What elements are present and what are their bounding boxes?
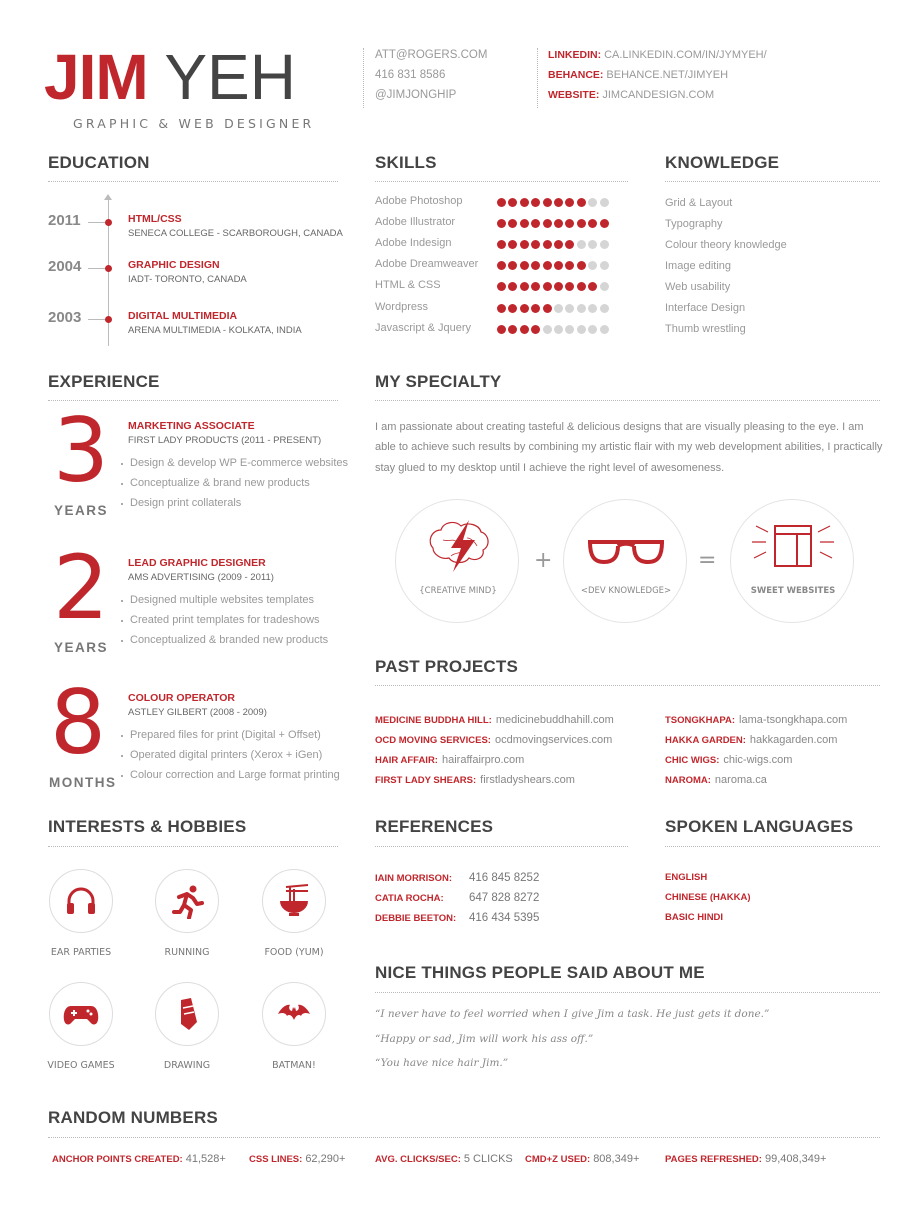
skill-dot-filled	[554, 198, 563, 207]
job-bullet: Designed multiple websites templates	[130, 594, 315, 606]
skill-dot-filled	[508, 219, 517, 228]
skill-dot-empty	[565, 325, 574, 334]
timeline-connector	[88, 222, 106, 223]
link-item[interactable]	[548, 89, 767, 109]
knowledge-item: Interface Design	[665, 302, 746, 314]
project-item[interactable]	[375, 728, 612, 747]
experience-duration-unit: MONTHS	[49, 775, 117, 790]
first-name: JIM	[44, 41, 148, 113]
job-title: LEAD GRAPHIC DESIGNER	[128, 557, 266, 569]
hobby-circle	[49, 982, 113, 1046]
divider	[48, 1137, 880, 1138]
project-url: hairaffairpro.com	[441, 754, 525, 766]
skill-dot-filled	[508, 282, 517, 291]
knowledge-item: Web usability	[665, 281, 731, 293]
skill-dot-filled	[554, 261, 563, 270]
skill-dot-filled	[531, 282, 540, 291]
job-bullet: Operated digital printers (Xerox + iGen)	[130, 749, 323, 761]
skill-dot-empty	[554, 325, 563, 334]
language-item: BASIC HINDI	[665, 912, 724, 923]
project-name: HAKKA GARDEN:	[665, 735, 746, 746]
skill-dot-filled	[531, 261, 540, 270]
job-bullet: Prepared files for print (Digital + Offset)	[130, 729, 321, 741]
skill-dot-filled	[565, 198, 574, 207]
project-name: MEDICINE BUDDHA HILL:	[375, 715, 492, 726]
divider	[665, 846, 880, 847]
skill-dot-filled	[520, 198, 529, 207]
divider	[375, 181, 628, 182]
skill-dot-empty	[588, 198, 597, 207]
skill-dot-filled	[565, 240, 574, 249]
skill-dot-filled	[543, 219, 552, 228]
heading-knowledge: KNOWLEDGE	[665, 153, 780, 172]
skill-dot-filled	[520, 304, 529, 313]
random-number-item	[249, 1147, 345, 1166]
sweet-websites-circle	[730, 499, 854, 623]
project-url: ocdmovingservices.com	[494, 734, 613, 746]
skill-name: Adobe Indesign	[375, 237, 452, 250]
divider	[375, 992, 880, 993]
skill-dot-filled	[520, 219, 529, 228]
project-name: TSONGKHAPA:	[665, 715, 736, 726]
project-url: medicinebuddhahill.com	[495, 714, 614, 726]
name-logo	[44, 40, 296, 114]
heading-projects: PAST PROJECTS	[375, 657, 519, 676]
job-company: AMS ADVERTISING (2009 - 2011)	[128, 572, 274, 583]
skill-dot-filled	[565, 261, 574, 270]
divider	[375, 685, 880, 686]
timeline-dot	[105, 316, 112, 323]
pencil-icon	[169, 996, 205, 1032]
skill-name: HTML & CSS	[375, 279, 441, 292]
job-company: ASTLEY GILBERT (2008 - 2009)	[128, 707, 267, 718]
skill-dot-filled	[543, 198, 552, 207]
project-url: chic-wigs.com	[723, 754, 793, 766]
education-year: 2011	[48, 212, 81, 229]
equals-sign: =	[698, 548, 717, 573]
skill-dot-filled	[508, 261, 517, 270]
specialty-text: I am passionate about creating tasteful & delicious designs that are visually pleasing to the eye. I am able to achieve such results by combining my artistic flair with my web development abilities, I practically stay glued to my desktop until I achieve the right level of awesomeness.	[375, 421, 883, 474]
project-name: NAROMA:	[665, 775, 711, 786]
timeline-connector	[88, 268, 106, 269]
creative-mind-circle	[395, 499, 519, 623]
hobby-label: VIDEO GAMES	[47, 1060, 115, 1071]
skill-dot-filled	[531, 240, 540, 249]
running-icon	[169, 883, 205, 919]
timeline-dot	[105, 219, 112, 226]
random-number-item	[375, 1147, 513, 1166]
skill-dot-empty	[600, 261, 609, 270]
bullet-icon	[121, 620, 123, 622]
project-item[interactable]	[665, 768, 767, 787]
skill-dot-filled	[531, 219, 540, 228]
number-label: AVG. CLICKS/SEC:	[375, 1154, 461, 1165]
timeline-connector	[88, 319, 106, 320]
hobby-label: FOOD (YUM)	[264, 947, 324, 958]
heading-specialty: MY SPECIALTY	[375, 372, 502, 391]
timeline-dot	[105, 265, 112, 272]
skill-dot-empty	[588, 325, 597, 334]
project-url: lama-tsongkhapa.com	[739, 714, 848, 726]
education-school: SENECA COLLEGE - SCARBOROUGH, CANADA	[128, 228, 343, 239]
skill-name: Adobe Dreamweaver	[375, 258, 479, 271]
link-item[interactable]	[548, 49, 767, 69]
divider	[537, 48, 538, 108]
hobby-circle	[262, 869, 326, 933]
skill-dot-filled	[543, 240, 552, 249]
reference-name: CATIA ROCHA:	[375, 893, 444, 904]
bullet-icon	[121, 503, 123, 505]
skill-dot-empty	[543, 325, 552, 334]
bullet-icon	[121, 600, 123, 602]
bullet-icon	[121, 640, 123, 642]
number-label: CMD+Z USED:	[525, 1154, 591, 1165]
divider	[48, 181, 338, 182]
skill-dot-filled	[565, 282, 574, 291]
project-item[interactable]	[375, 768, 575, 787]
job-subtitle: GRAPHIC & WEB DESIGNER	[73, 116, 315, 131]
skill-dot-filled	[577, 198, 586, 207]
divider	[375, 846, 628, 847]
project-name: FIRST LADY SHEARS:	[375, 775, 477, 786]
project-url: naroma.ca	[714, 774, 767, 786]
skill-name: Javascript & Jquery	[375, 321, 471, 334]
circle-label: SWEET WEBSITES	[750, 586, 836, 596]
hobby-label: DRAWING	[163, 1060, 211, 1071]
skill-dot-filled	[520, 240, 529, 249]
noodle-bowl-icon	[276, 883, 312, 919]
skill-dot-filled	[531, 304, 540, 313]
hobby-circle	[262, 982, 326, 1046]
skill-dot-empty	[600, 282, 609, 291]
job-bullet: Design & develop WP E-commerce websites	[130, 457, 349, 469]
job-bullet: Created print templates for tradeshows	[130, 614, 320, 626]
skill-dot-filled	[520, 261, 529, 270]
experience-duration-number: 8	[50, 671, 106, 774]
knowledge-item: Typography	[665, 218, 723, 230]
timeline-arrow-icon	[104, 194, 112, 200]
skill-dot-filled	[554, 282, 563, 291]
skill-dot-filled	[520, 325, 529, 334]
education-title: DIGITAL MULTIMEDIA	[128, 310, 238, 322]
reference-phone: 416 845 8252	[469, 872, 540, 884]
education-year: 2004	[48, 258, 82, 275]
last-name: YEH	[164, 41, 296, 113]
heading-skills: SKILLS	[375, 153, 437, 172]
heading-interests: INTERESTS & HOBBIES	[48, 817, 247, 836]
project-item[interactable]	[375, 708, 614, 727]
project-item[interactable]	[665, 748, 792, 767]
heading-languages: SPOKEN LANGUAGES	[665, 817, 854, 836]
hobby-label: EAR PARTIES	[50, 947, 112, 958]
skill-dot-filled	[497, 219, 506, 228]
link-value: JIMCANDESIGN.COM	[602, 89, 715, 101]
experience-duration-number: 3	[53, 399, 109, 502]
random-number-item	[52, 1147, 226, 1166]
skill-dot-filled	[588, 282, 597, 291]
skill-dot-empty	[577, 304, 586, 313]
project-url: hakkagarden.com	[749, 734, 838, 746]
skill-dot-filled	[543, 261, 552, 270]
project-name: HAIR AFFAIR:	[375, 755, 438, 766]
job-bullet: Colour correction and Large format printing	[130, 769, 340, 781]
hobby-label: RUNNING	[164, 947, 210, 958]
number-value: 99,408,349+	[764, 1153, 827, 1165]
skill-dot-empty	[554, 304, 563, 313]
reference-name: IAIN MORRISON:	[375, 873, 453, 884]
education-title: HTML/CSS	[128, 213, 182, 225]
language-item: CHINESE (HAKKA)	[665, 892, 751, 903]
contact-item: ATT@ROGERS.COM	[375, 49, 488, 61]
link-item[interactable]	[548, 69, 767, 89]
skill-dot-filled	[508, 240, 517, 249]
bullet-icon	[121, 735, 123, 737]
contact-info	[375, 49, 487, 109]
project-item[interactable]	[665, 708, 847, 727]
knowledge-item: Grid & Layout	[665, 197, 733, 209]
reference-phone: 416 434 5395	[469, 912, 540, 924]
skill-name: Adobe Photoshop	[375, 195, 463, 207]
skill-dot-filled	[543, 282, 552, 291]
skill-dot-empty	[588, 261, 597, 270]
skill-dot-filled	[508, 325, 517, 334]
knowledge-item: Colour theory knowledge	[665, 239, 787, 251]
bullet-icon	[121, 463, 123, 465]
heading-experience: EXPERIENCE	[48, 372, 160, 391]
education-year: 2003	[48, 309, 82, 326]
link-value: BEHANCE.NET/JIMYEH	[606, 69, 729, 81]
hobby-circle	[49, 869, 113, 933]
skill-dot-filled	[577, 282, 586, 291]
job-bullet: Conceptualized & branded new products	[130, 634, 329, 646]
number-value: 41,528+	[185, 1153, 226, 1165]
skill-dot-filled	[531, 198, 540, 207]
skill-dot-filled	[577, 219, 586, 228]
brain-lightning-icon	[423, 518, 493, 573]
job-bullet: Design print collaterals	[130, 497, 242, 509]
heading-education: EDUCATION	[48, 153, 150, 172]
circle-label: {CREATIVE MIND}	[419, 586, 497, 596]
skill-name: Wordpress	[375, 300, 428, 313]
experience-duration-unit: YEARS	[54, 503, 109, 518]
skill-dot-filled	[497, 282, 506, 291]
hobby-label: BATMAN!	[272, 1060, 316, 1071]
skill-dot-filled	[520, 282, 529, 291]
heading-numbers: RANDOM NUMBERS	[48, 1108, 218, 1127]
glasses-icon	[586, 538, 666, 568]
bullet-icon	[121, 755, 123, 757]
project-item[interactable]	[375, 748, 524, 767]
skill-dot-filled	[497, 198, 506, 207]
experience-duration-number: 2	[53, 536, 109, 639]
skill-dot-empty	[588, 240, 597, 249]
skill-dot-filled	[565, 219, 574, 228]
link-label: BEHANCE:	[548, 69, 604, 81]
batman-icon	[276, 996, 312, 1032]
number-value: 62,290+	[305, 1153, 346, 1165]
skill-dot-empty	[600, 198, 609, 207]
number-value: 808,349+	[593, 1153, 640, 1165]
link-value: CA.LINKEDIN.COM/IN/JYMYEH/	[604, 49, 767, 61]
hobby-circle	[155, 982, 219, 1046]
job-bullet: Conceptualize & brand new products	[130, 477, 310, 489]
gamepad-icon	[63, 996, 99, 1032]
skill-dot-filled	[531, 325, 540, 334]
education-school: IADT- TORONTO, CANADA	[128, 274, 247, 285]
links-info	[548, 49, 767, 109]
quote-item: “You have nice hair Jim.”	[375, 1057, 509, 1069]
hobby-circle	[155, 869, 219, 933]
project-item[interactable]	[665, 728, 837, 747]
skill-dot-filled	[497, 240, 506, 249]
skill-dot-empty	[577, 325, 586, 334]
heading-quotes: NICE THINGS PEOPLE SAID ABOUT ME	[375, 963, 705, 982]
divider	[363, 48, 364, 108]
divider	[375, 400, 880, 401]
reference-name: DEBBIE BEETON:	[375, 913, 457, 924]
divider	[665, 181, 880, 182]
number-label: PAGES REFRESHED:	[665, 1154, 762, 1165]
bullet-icon	[121, 775, 123, 777]
skill-dot-filled	[577, 261, 586, 270]
divider	[48, 846, 338, 847]
reference-phone: 647 828 8272	[469, 892, 540, 904]
skill-dot-empty	[600, 325, 609, 334]
link-label: WEBSITE:	[548, 89, 600, 101]
project-name: OCD MOVING SERVICES:	[375, 735, 491, 746]
skill-dot-empty	[565, 304, 574, 313]
skill-dot-filled	[497, 304, 506, 313]
skill-dot-filled	[497, 261, 506, 270]
number-value: 5 CLICKS	[463, 1153, 513, 1165]
skill-dot-empty	[577, 240, 586, 249]
skill-dot-filled	[554, 219, 563, 228]
project-name: CHIC WIGS:	[665, 755, 720, 766]
plus-sign: +	[534, 548, 553, 573]
skill-dot-empty	[588, 304, 597, 313]
skill-name: Adobe Illustrator	[375, 216, 456, 229]
skill-dot-filled	[508, 304, 517, 313]
skill-dot-filled	[497, 325, 506, 334]
skill-dot-filled	[588, 219, 597, 228]
number-label: ANCHOR POINTS CREATED:	[52, 1154, 183, 1165]
skill-dot-filled	[600, 219, 609, 228]
language-item: ENGLISH	[665, 872, 708, 883]
skill-dot-filled	[554, 240, 563, 249]
link-label: LINKEDIN:	[548, 49, 602, 61]
job-company: FIRST LADY PRODUCTS (2011 - PRESENT)	[128, 435, 322, 446]
job-title: MARKETING ASSOCIATE	[128, 420, 255, 432]
skill-dot-filled	[508, 198, 517, 207]
number-label: CSS LINES:	[249, 1154, 303, 1165]
contact-item: @JIMJONGHIP	[375, 89, 457, 101]
quote-item: “I never have to feel worried when I give Jim a task. He just gets it done.”	[375, 1008, 770, 1020]
heading-references: REFERENCES	[375, 817, 494, 836]
experience-duration-unit: YEARS	[54, 640, 109, 655]
knowledge-item: Thumb wrestling	[665, 323, 746, 335]
skill-dot-empty	[600, 240, 609, 249]
circle-label: <DEV KNOWLEDGE>	[580, 586, 672, 596]
quote-item: “Happy or sad, Jim will work his ass off.”	[375, 1033, 594, 1045]
random-number-item	[665, 1147, 826, 1166]
dev-knowledge-circle	[563, 499, 687, 623]
contact-item: 416 831 8586	[375, 69, 446, 81]
website-layout-icon	[748, 518, 838, 578]
education-title: GRAPHIC DESIGN	[128, 259, 220, 271]
knowledge-item: Image editing	[665, 260, 732, 272]
skill-dot-filled	[543, 304, 552, 313]
education-school: ARENA MULTIMEDIA - KOLKATA, INDIA	[128, 325, 302, 336]
headphones-icon	[63, 883, 99, 919]
project-url: firstladyshears.com	[480, 774, 575, 786]
bullet-icon	[121, 483, 123, 485]
random-number-item	[525, 1147, 639, 1166]
job-title: COLOUR OPERATOR	[128, 692, 235, 704]
skill-dot-empty	[600, 304, 609, 313]
